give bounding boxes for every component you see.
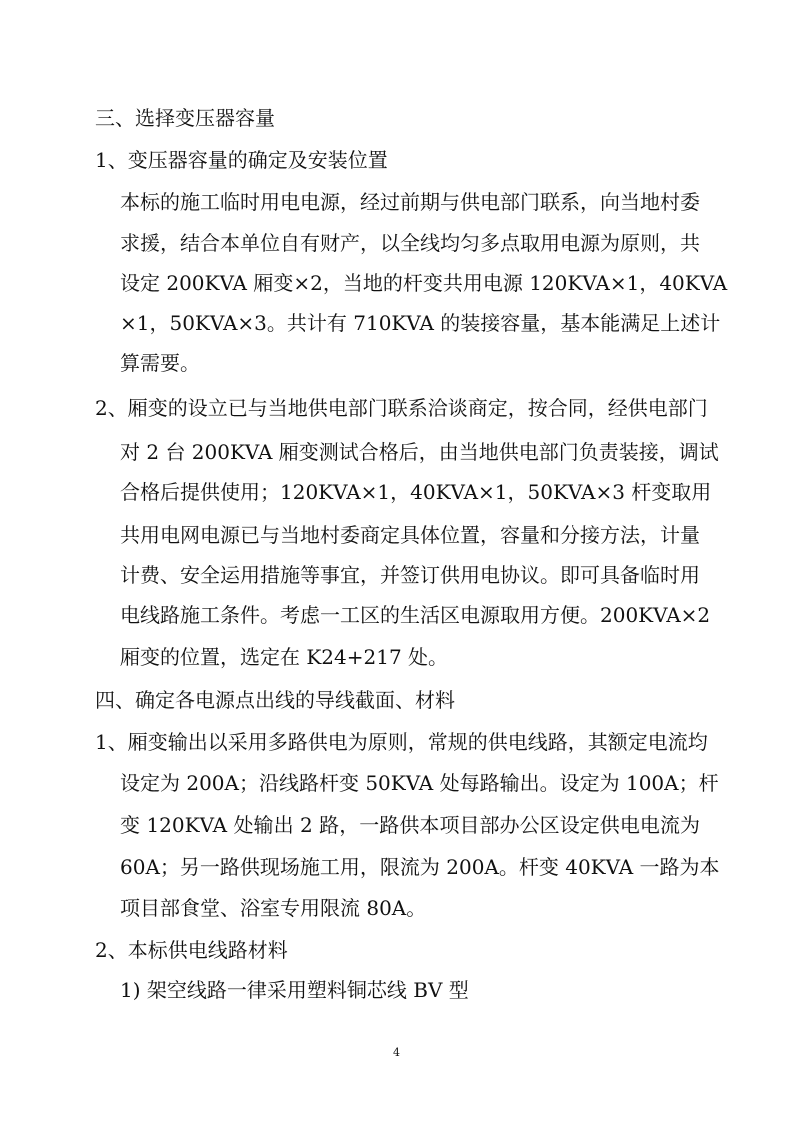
paragraph-line: 本标的施工临时用电电源，经过前期与供电部门联系，向当地村委 — [120, 190, 700, 214]
section-heading: 三、选择变压器容量 — [95, 106, 275, 130]
paragraph-line: 求援，结合本单位自有财产，以全线均匀多点取用电源为原则，共 — [120, 231, 700, 255]
paragraph-line: 厢变的位置，选定在 K24+217 处。 — [120, 645, 449, 669]
section-heading: 四、确定各电源点出线的导线截面、材料 — [95, 688, 455, 712]
paragraph-line: 设定为 200A；沿线路杆变 50KVA 处每路输出。设定为 100A；杆 — [120, 771, 719, 795]
paragraph-line: 算需要。 — [120, 351, 200, 375]
paragraph-line: 合格后提供使用；120KVA×1，40KVA×1，50KVA×3 杆变取用 — [120, 480, 712, 504]
paragraph-line: 1、厢变输出以采用多路供电为原则，常规的供电线路，其额定电流均 — [95, 730, 708, 754]
paragraph-line: ×1，50KVA×3。共计有 710KVA 的装接容量，基本能满足上述计 — [120, 311, 721, 335]
subsection-heading: 2、本标供电线路材料 — [95, 938, 288, 962]
paragraph-line: 对 2 台 200KVA 厢变测试合格后，由当地供电部门负责装接，调试 — [120, 440, 719, 464]
page-number: 4 — [393, 1046, 400, 1059]
list-item: 1) 架空线路一律采用塑料铜芯线 BV 型 — [120, 978, 469, 1002]
subsection-heading: 1、变压器容量的确定及安装位置 — [95, 148, 388, 172]
paragraph-line: 设定 200KVA 厢变×2，当地的杆变共用电源 120KVA×1，40KVA — [120, 271, 728, 295]
paragraph-line: 变 120KVA 处输出 2 路，一路供本项目部办公区设定供电电流为 — [120, 813, 700, 837]
paragraph-line: 60A；另一路供现场施工用，限流为 200A。杆变 40KVA 一路为本 — [120, 855, 720, 879]
paragraph-line: 2、厢变的设立已与当地供电部门联系洽谈商定，按合同，经供电部门 — [95, 396, 708, 420]
paragraph-line: 电线路施工条件。考虑一工区的生活区电源取用方便。200KVA×2 — [120, 603, 711, 627]
paragraph-line: 项目部食堂、浴室专用限流 80A。 — [120, 896, 427, 920]
paragraph-line: 计费、安全运用措施等事宜，并签订供用电协议。即可具备临时用 — [120, 563, 700, 587]
paragraph-line: 共用电网电源已与当地村委商定具体位置，容量和分接方法，计量 — [120, 523, 700, 547]
